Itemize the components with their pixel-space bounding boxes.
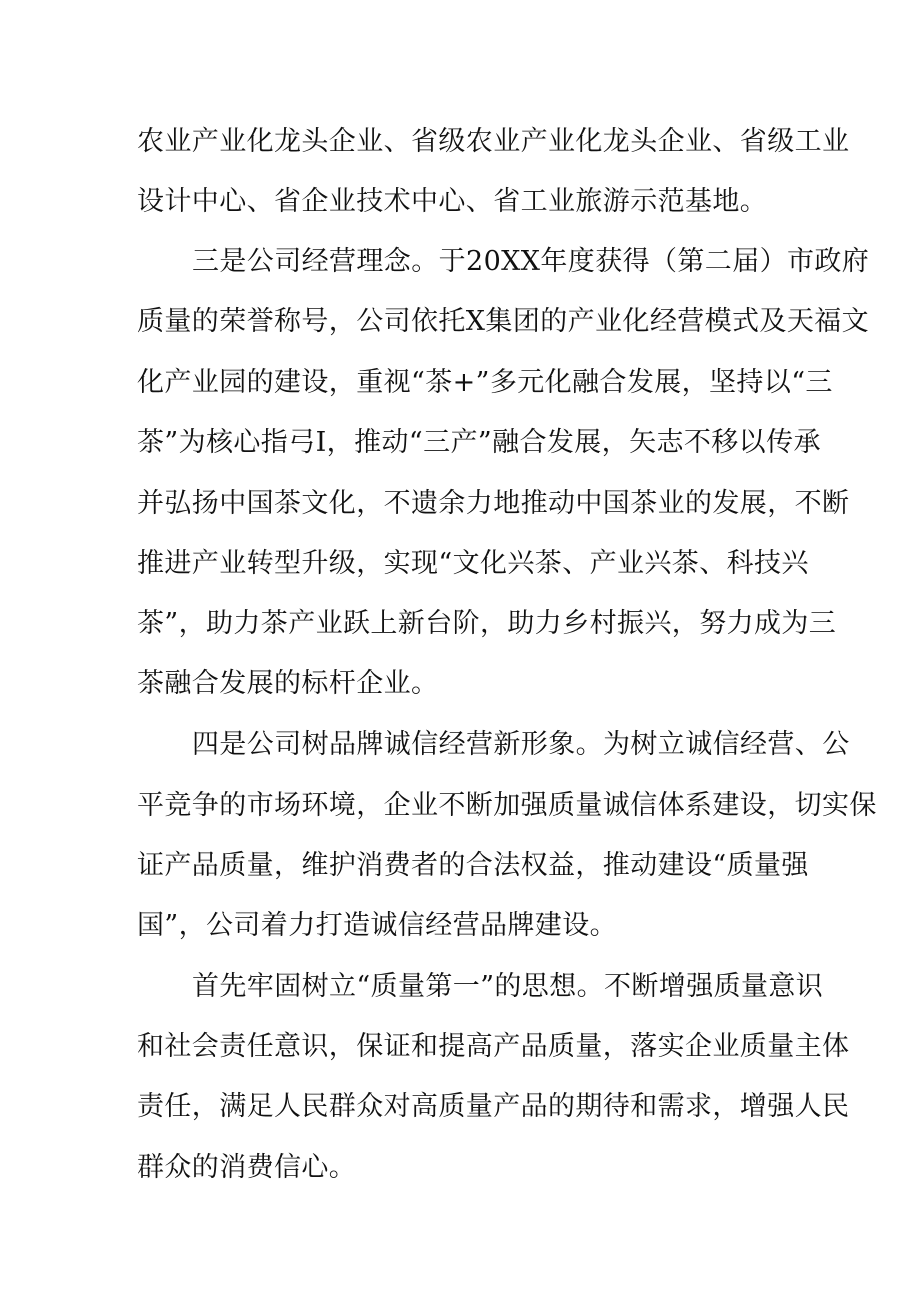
text-line: 推进产业转型升级，实现“文化兴茶、产业兴茶、科技兴 — [137, 548, 809, 579]
text-line: 设计中心、省企业技术中心、省工业旅游示范基地。 — [137, 186, 768, 217]
text-line: 责任，满足人民群众对高质量产品的期待和需求，增强人民 — [137, 1091, 850, 1122]
text-line: 质量的荣誉称号，公司依托X集团的产业化经营模式及天福文 — [137, 306, 870, 337]
text-line: 证产品质量，维护消费者的合法权益，推动建设“质量强 — [137, 850, 809, 881]
text-line: 茶”，助力茶产业跃上新台阶，助力乡村振兴，努力成为三 — [137, 608, 837, 639]
text-line: 茶”为核心指弓I，推动“三产”融合发展，矢志不移以传承 — [137, 427, 821, 458]
text-line: 国”，公司着力打造诚信经营品牌建设。 — [137, 910, 618, 941]
paragraph-start-line: 四是公司树品牌诚信经营新形象。为树立诚信经营、公 — [192, 729, 850, 760]
text-line: 化产业园的建设，重视“茶+”多元化融合发展，坚持以“三 — [137, 367, 833, 398]
text-line: 平竞争的市场环境，企业不断加强质量诚信体系建设，切实保 — [137, 790, 877, 821]
paragraph-start-line: 首先牢固树立“质量第一”的思想。不断增强质量意识 — [192, 971, 824, 1002]
text-line: 农业产业化龙头企业、省级农业产业化龙头企业、省级工业 — [137, 126, 850, 157]
text-line: 群众的消费信心。 — [137, 1152, 357, 1183]
text-line: 和社会责任意识，保证和提高产品质量，落实企业质量主体 — [137, 1031, 850, 1062]
text-line: 茶融合发展的标杆企业。 — [137, 668, 439, 699]
text-line: 并弘扬中国茶文化，不遗余力地推动中国茶业的发展，不断 — [137, 488, 850, 519]
paragraph-start-line: 三是公司经营理念。于20XX年度获得（第二届）市政府 — [192, 246, 870, 277]
